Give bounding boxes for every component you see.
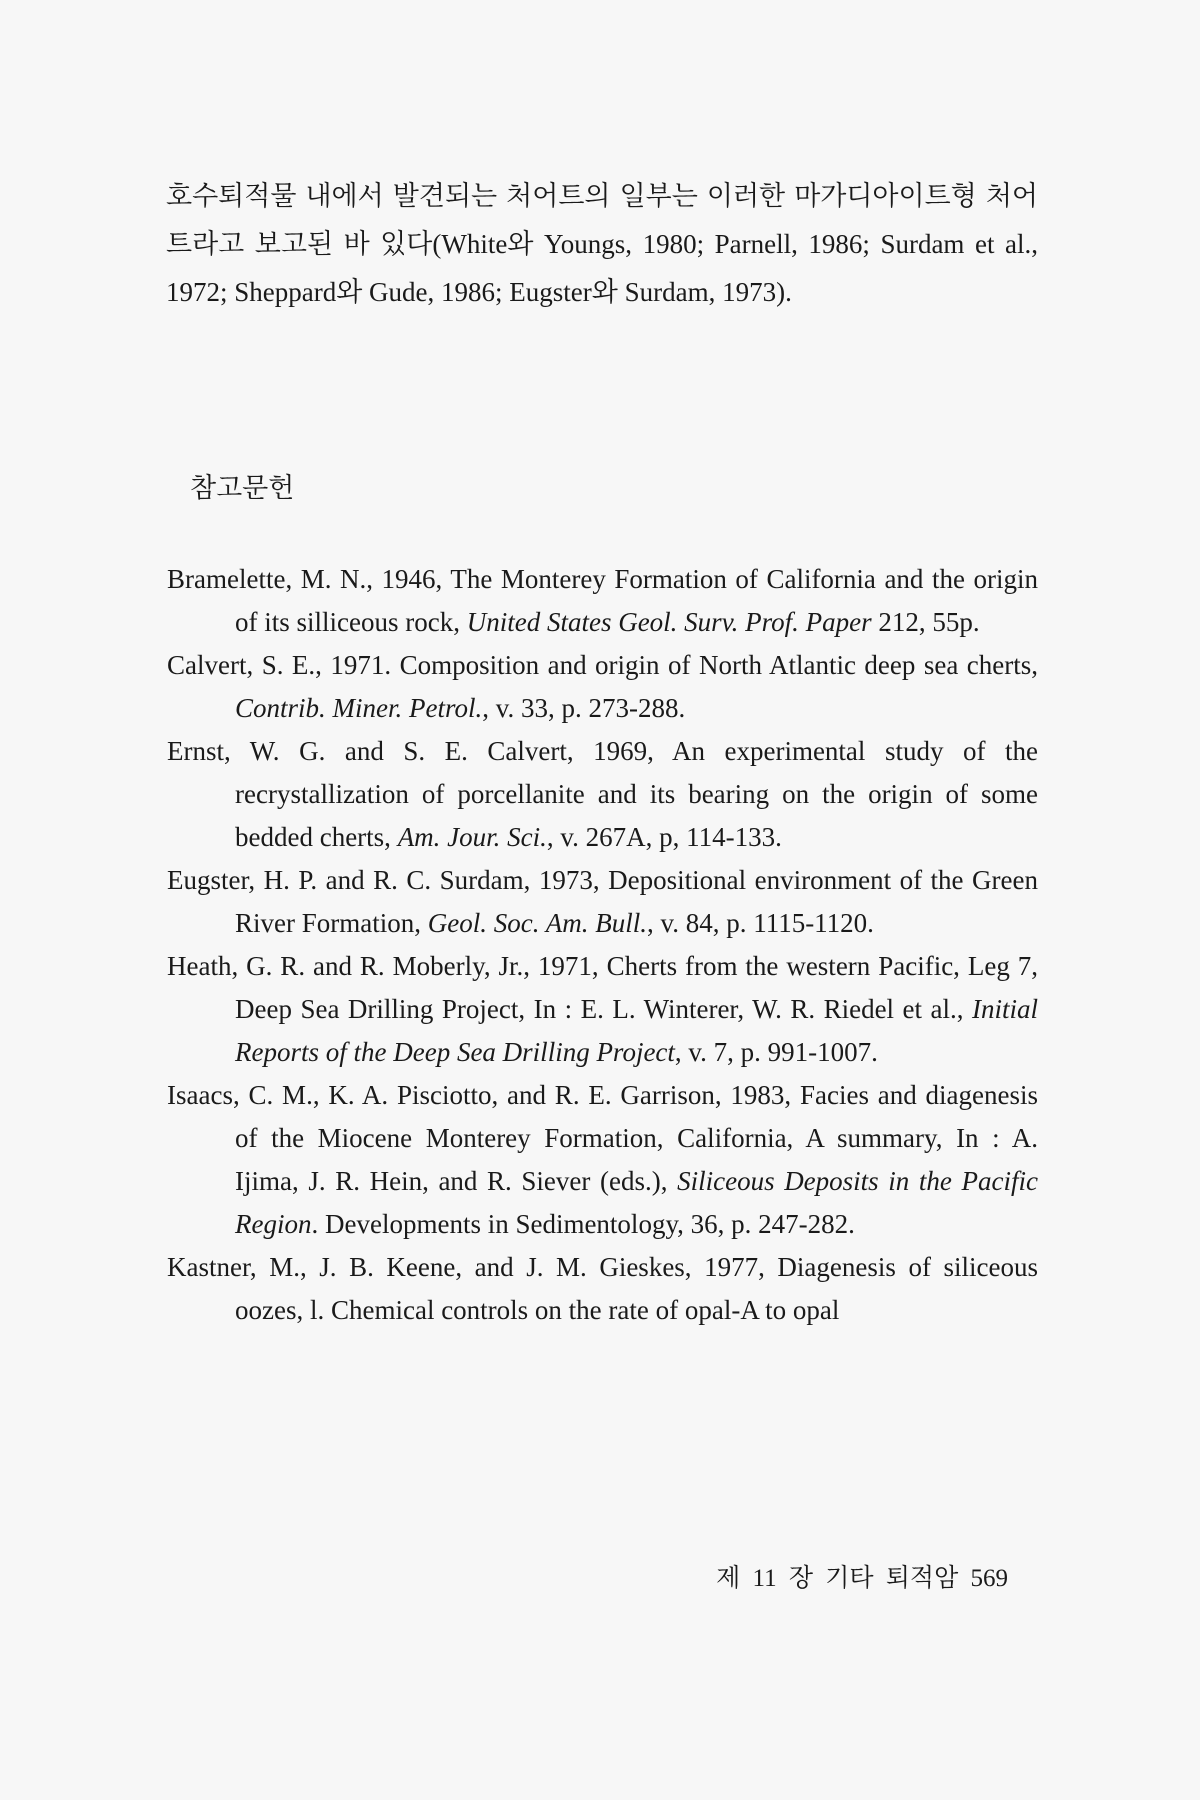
reference-item: Kastner, M., J. B. Keene, and J. M. Gieskes, 1977, Diagenesis of siliceous oozes, l. Chemical controls on the rate of opal-A to opal bbox=[167, 1252, 1038, 1325]
page-number: 569 bbox=[970, 1565, 1008, 1592]
references-heading: 참고문헌 bbox=[190, 473, 295, 503]
reference-list bbox=[167, 558, 1038, 1332]
reference-item: Isaacs, C. M., K. A. Pisciotto, and R. E. Garrison, 1983, Facies and diagenesis of the Miocene Monterey Formation, California, A summary, In : A. Ijima, J. R. Hein, and R. Siever (eds.), Siliceous Deposits in the Pacific Region. Developments in Sedimentology, 36, p. 247-282. bbox=[167, 1080, 1038, 1239]
intro-paragraph: 호수퇴적물 내에서 발견되는 처어트의 일부는 이러한 마가디아이트형 처어트라고 보고된 바 있다(White와 Youngs, 1980; Parnell, 1986; Surdam et al., 1972; Sheppard와 Gude, 1986; Eugster와 Surdam, 1973). bbox=[166, 181, 1038, 307]
chapter-label: 제 11 장 bbox=[716, 1565, 813, 1592]
reference-item: Ernst, W. G. and S. E. Calvert, 1969, An experimental study of the recrystallization of porcellanite and its bearing on the origin of some bedded cherts, Am. Jour. Sci., v. 267A, p, 114-133. bbox=[167, 736, 1038, 852]
reference-item: Calvert, S. E., 1971. Composition and origin of North Atlantic deep sea cherts, Contrib. Miner. Petrol., v. 33, p. 273-288. bbox=[167, 650, 1038, 723]
chapter-title: 기타 퇴적암 bbox=[825, 1565, 959, 1592]
reference-item: Heath, G. R. and R. Moberly, Jr., 1971, Cherts from the western Pacific, Leg 7, Deep Sea Drilling Project, In : E. L. Winterer, W. R. Riedel et al., Initial Reports of the Deep Sea Drilling Project, v. 7, p. 991-1007. bbox=[167, 951, 1038, 1067]
reference-item: Eugster, H. P. and R. C. Surdam, 1973, Depositional environment of the Green River Formation, Geol. Soc. Am. Bull., v. 84, p. 1115-1120. bbox=[167, 865, 1038, 938]
reference-item: Bramelette, M. N., 1946, The Monterey Formation of California and the origin of its silliceous rock, United States Geol. Surv. Prof. Paper 212, 55p. bbox=[167, 564, 1038, 637]
page-footer bbox=[716, 1558, 1008, 1594]
